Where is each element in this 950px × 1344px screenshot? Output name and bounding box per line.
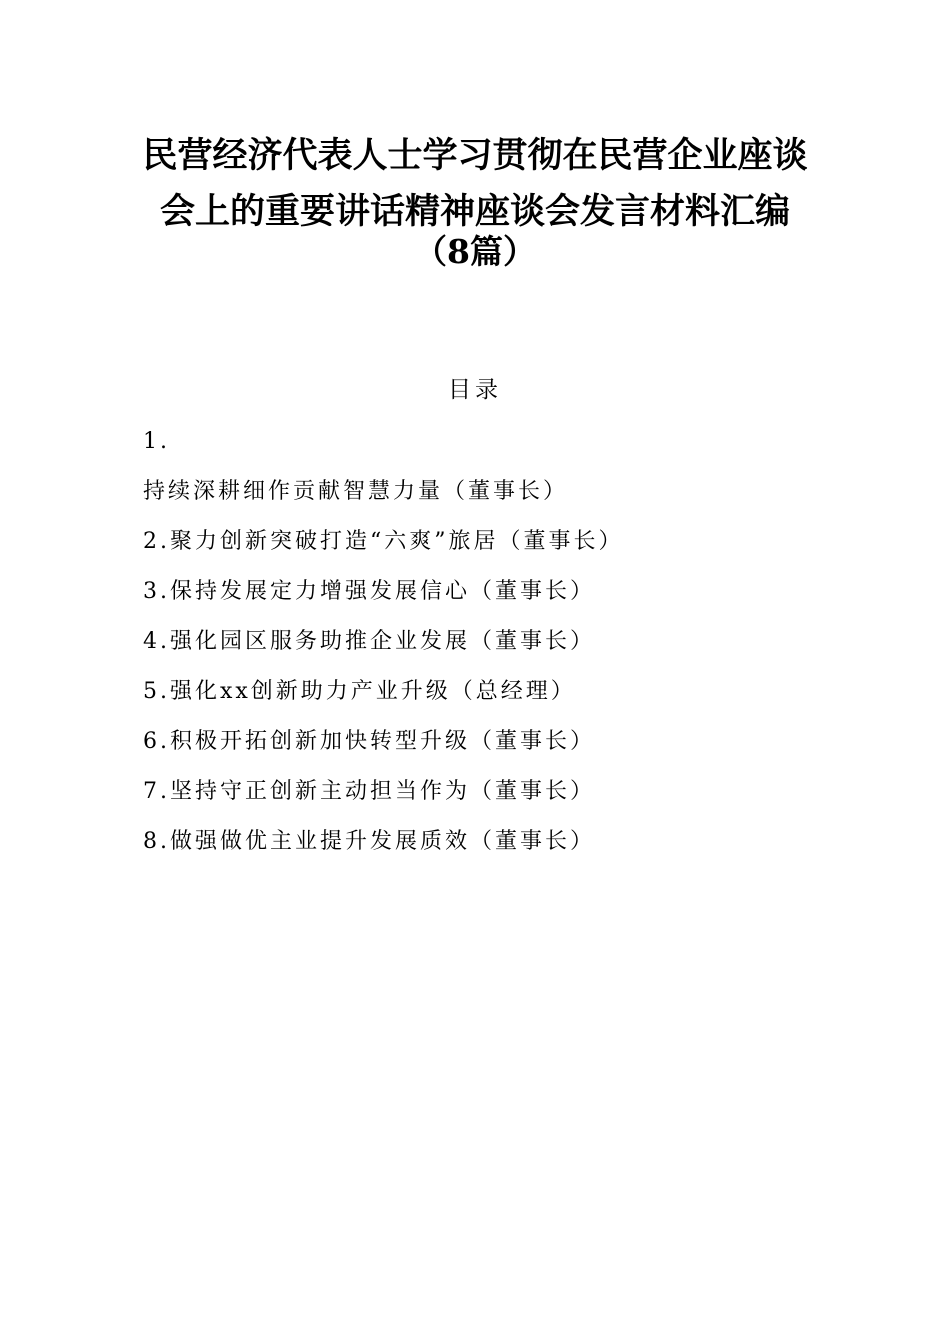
document-subtitle: （8篇） <box>414 232 536 271</box>
toc-item: 4.强化园区服务助推企业发展（董事长） <box>143 629 595 654</box>
table-of-contents <box>143 424 843 874</box>
toc-item: 持续深耕细作贡献智慧力量（董事长） <box>143 479 569 504</box>
toc-item: 8.做强做优主业提升发展质效（董事长） <box>143 829 595 854</box>
toc-item: 5.强化xx创新助力产业升级（总经理） <box>143 679 576 704</box>
toc-item: 7.坚持守正创新主动担当作为（董事长） <box>143 779 595 804</box>
title-line-2: 会上的重要讲话精神座谈会发言材料汇编 <box>159 191 790 232</box>
toc-heading: 目录 <box>448 377 502 403</box>
toc-item: 6.积极开拓创新加快转型升级（董事长） <box>143 729 595 754</box>
toc-item: 3.保持发展定力增强发展信心（董事长） <box>143 579 595 604</box>
toc-item: 2.聚力创新突破打造“六爽”旅居（董事长） <box>143 529 624 554</box>
toc-item: 1. <box>143 429 170 454</box>
title-line-1: 民营经济代表人士学习贯彻在民营企业座谈 <box>142 135 808 176</box>
